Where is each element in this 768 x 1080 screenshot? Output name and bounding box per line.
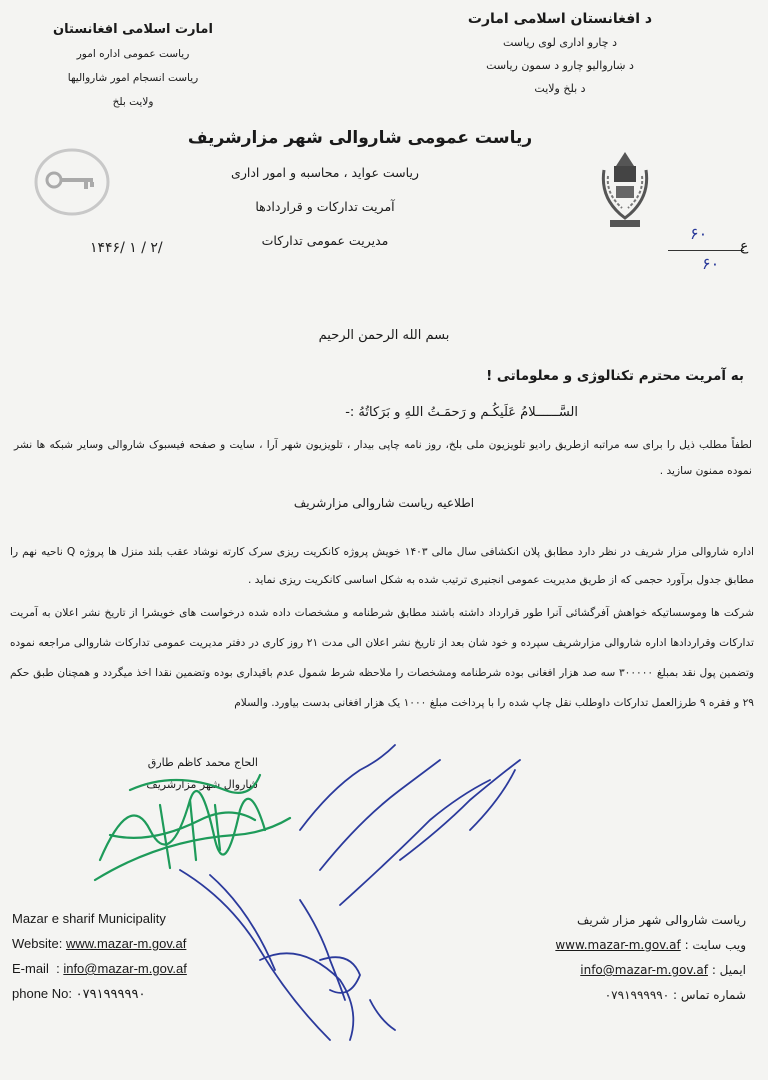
footer-org-fa: ریاست شاروالی شهر مزار شریف xyxy=(576,913,746,927)
notice-title: اطلاعیه ریاست شاروالی مزارشریف xyxy=(293,496,475,510)
website-label: Website: xyxy=(12,936,63,951)
document-number xyxy=(662,218,752,278)
footer-website-row-fa xyxy=(555,933,746,958)
phone-number: ۰۷۹۱۹۹۹۹۹۰ xyxy=(75,986,146,1001)
phone-label-fa: شماره تماس : xyxy=(673,988,746,1002)
header-left xyxy=(38,18,228,114)
footer-website-row xyxy=(12,931,187,956)
number-top: ۶۰ xyxy=(690,224,708,243)
footer-org-en: Mazar e sharif Municipality xyxy=(12,911,166,926)
header-right-line4: د بلخ ولایت xyxy=(534,82,586,95)
bismillah: بسم الله الرحمن الرحیم xyxy=(318,328,450,343)
number-mark: ع xyxy=(740,238,749,254)
number-bottom: ۶۰ xyxy=(702,254,720,273)
signatory-title: شاروال شهر مزارشریف xyxy=(146,778,258,791)
footer-email-row: E-mail : info@mazar-m.gov.af xyxy=(12,961,187,976)
procurement-paragraph: شرکت ها وموسساتیکه خواهش آفرگشائی آنرا طور قرارداد داشته باشند مطابق شرطنامه و مشخصات داده شده درخواست های خویشرا از تاریخ نشر اعلان به آمریت تدارکات وقراردادها اداره شاروالی مزارشریف سپرده و خود شان بعد از تاریخ نشر اعلان الی مدت ۲۱ روز کاری در دفتر مدیریت عمومی تدارکات شاروالی مراجعه نموده وتضمین پول نقد بمبلغ ۳۰۰۰۰۰ سه صد هزار افغانی بوده شرطنامه ومشخصات را ملاحظه شرط شمول عدم باقیداری بوده وتضمین نقدا اخذ میگردد و همچنان طبق حکم ۲۹ و فقره ۹ طرزالعمل تدارکات داوطلب نقل چاپ شده را با پرداخت مبلغ ۱۰۰۰ یک هزار افغانی بدست بیاورد. والسلام xyxy=(10,607,755,709)
website-link-fa[interactable]: www.mazar-m.gov.af xyxy=(555,938,681,952)
greeting: السَّــــــلامُ عَلَیکُـم و رَحمَـتُ اللهِ و بَرَکاتُهُ :- xyxy=(345,405,578,420)
website-link[interactable]: www.mazar-m.gov.af xyxy=(65,936,187,951)
signatory-name: الحاج محمد کاظم طارق xyxy=(147,756,258,769)
phone-label: phone No: xyxy=(12,986,72,1001)
header-right xyxy=(440,8,680,100)
footer-phone-row xyxy=(12,981,187,1006)
email-label: E-mail xyxy=(12,961,49,976)
header-left-line2: ریاست عمومی اداره امور xyxy=(76,48,190,60)
phone-number-fa: ۰۷۹۱۹۹۹۹۹۰ xyxy=(604,988,670,1002)
national-emblem-icon xyxy=(594,148,656,230)
project-paragraph: اداره شاروالی مزار شریف در نظر دارد مطابق پلان انکشافی سال مالی ۱۴۰۳ خویش پروژه کانکریت ریزی سرک کارته نوشاد عقب بلند منزل ها پروژه Q ناحیه نهم را مطابق جدول برآورد حجمی که از طریق مدیریت عمومی انجنیری ترتیب شده به شکل اساسی کانکریت ریزی نماید . xyxy=(10,546,755,586)
subtitle-3: مدیریت عمومی تدارکات xyxy=(261,233,389,248)
number-divider xyxy=(668,250,744,251)
page-title: ریاست عمومی شاروالی شهر مزارشریف xyxy=(187,128,533,148)
email-label-fa: ایمیل : xyxy=(711,963,746,977)
footer-left xyxy=(12,906,187,1006)
footer-email-row-fa xyxy=(555,958,746,983)
email-link[interactable]: info@mazar-m.gov.af xyxy=(63,961,187,976)
header-right-line3: د ښاروالیو چارو د سمون ریاست xyxy=(486,59,634,72)
header-right-line2: د چارو اداری لوی ریاست xyxy=(503,36,617,49)
email-link-fa[interactable]: info@mazar-m.gov.af xyxy=(580,963,708,977)
footer-right xyxy=(555,908,746,1008)
addressee: به آمریت محترم تکنالوژی و معلوماتی ! xyxy=(486,368,744,384)
center-title-block xyxy=(180,128,540,258)
signatory-block xyxy=(146,752,258,796)
municipality-logo-icon xyxy=(32,146,112,218)
subtitle-1: ریاست عواید ، محاسبه و امور اداری xyxy=(231,165,419,180)
header-left-line3: ریاست انسجام امور شاروالیها xyxy=(67,72,199,84)
subtitle-2: آمریت تدارکات و قراردادها xyxy=(255,199,395,214)
header-right-line1: د افغانستان اسلامی امارت xyxy=(467,11,653,27)
header-left-line4: ولایت بلخ xyxy=(112,96,154,108)
request-paragraph: لطفاً مطلب ذیل را برای سه مراتبه ازطریق رادیو تلویزیون ملی بلخ، روز نامه چاپی بیدار ، تلویزیون شهر آرا ، سایت و صفحه فیسبوک شاروالی وسایر شبکه ها نشر نموده ممنون سازید . xyxy=(14,439,752,477)
website-label-fa: ویب سایت : xyxy=(684,938,746,952)
footer-phone-row-fa xyxy=(555,983,746,1008)
header-left-line1: امارت اسلامی افغانستان xyxy=(53,22,213,37)
document-date: ۱۴۴۶/ ۱ / ۲/ xyxy=(90,240,163,256)
